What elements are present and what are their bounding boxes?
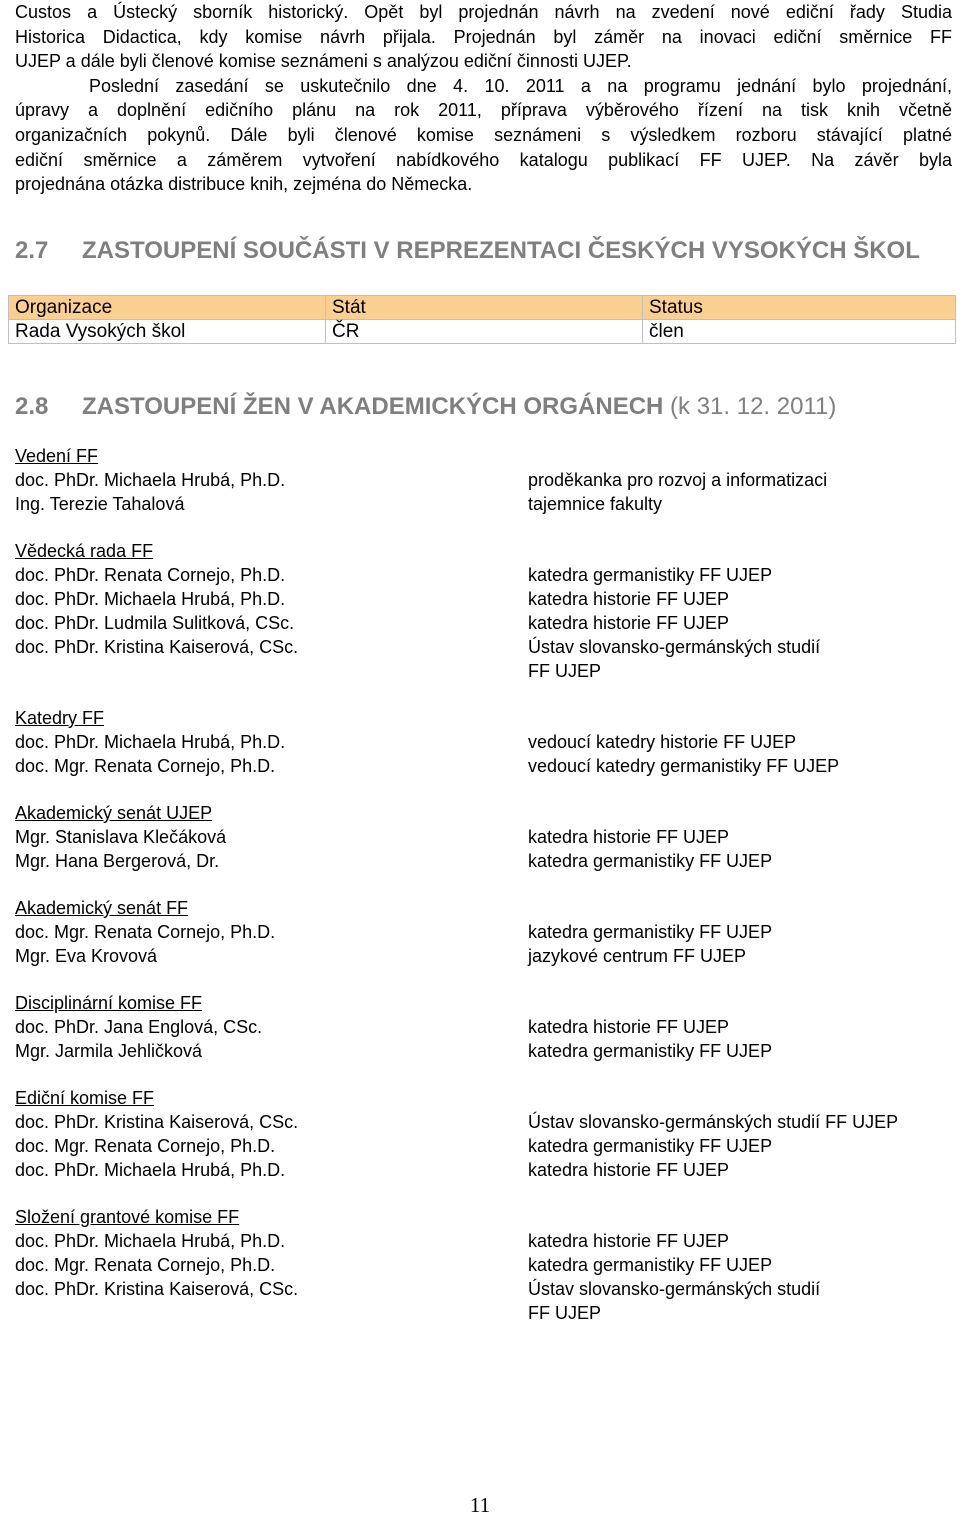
group-title: Katedry FF [15, 708, 105, 728]
member-name: doc. Mgr. Renata Cornejo, Ph.D. [15, 1255, 276, 1275]
member-name: Ing. Terezie Tahalová [15, 494, 185, 514]
intro-paragraph [15, 0, 952, 197]
section-title: ZASTOUPENÍ SOUČÁSTI V REPREZENTACI ČESKÝCH VYSOKÝCH ŠKOL [82, 237, 920, 264]
section-number: 2.7 [15, 237, 49, 264]
group-vedecka-rada-ff [15, 539, 952, 683]
member-role-continued: FF UJEP [528, 1303, 602, 1323]
column-header-status: Status [643, 296, 956, 320]
member-role: katedra germanistiky FF UJEP [528, 1136, 773, 1156]
group-title: Ediční komise FF [15, 1088, 155, 1108]
text-line: organizačních pokynů. Dále byli členové komise seznámeni s výsledkem rozboru stávající platné [15, 124, 952, 145]
section-2-8-heading [15, 393, 836, 421]
member-role: proděkanka pro rozvoj a informatizaci [528, 470, 828, 490]
table-row [9, 320, 956, 344]
member-row [15, 468, 952, 492]
member-row [15, 1158, 952, 1182]
member-role: katedra historie FF UJEP [528, 827, 730, 847]
member-name: doc. PhDr. Michaela Hrubá, Ph.D. [15, 470, 286, 490]
member-role-continued: FF UJEP [528, 661, 602, 681]
text-line: úpravy a doplnění edičního plánu na rok 2011, příprava výběrového řízení na tisk knih včetně [15, 100, 952, 121]
member-row [15, 944, 952, 968]
member-row [15, 1134, 952, 1158]
member-row [15, 1253, 952, 1277]
member-role: vedoucí katedry germanistiky FF UJEP [528, 756, 840, 776]
text-line: Historica Didactica, kdy komise návrh přijala. Projednán byl záměr na inovaci ediční směrnice FF [15, 26, 952, 47]
group-title: Vedení FF [15, 446, 99, 466]
member-name: doc. PhDr. Renata Cornejo, Ph.D. [15, 565, 286, 585]
member-name: doc. PhDr. Michaela Hrubá, Ph.D. [15, 1160, 286, 1180]
page-number: 11 [469, 1493, 491, 1517]
section-number: 2.8 [15, 393, 49, 420]
member-row-continuation [15, 659, 952, 683]
member-name: doc. Mgr. Renata Cornejo, Ph.D. [15, 1136, 276, 1156]
member-role: Ústav slovansko-germánských studií [528, 637, 821, 657]
member-name: doc. PhDr. Kristina Kaiserová, CSc. [15, 637, 299, 657]
text-line: Poslední zasedání se uskutečnilo dne 4. 10. 2011 a na programu jednání bylo projednání, [89, 75, 952, 96]
table-cell: člen [643, 320, 956, 344]
member-row [15, 1277, 952, 1301]
group-vedeni-ff [15, 444, 952, 516]
member-role: Ústav slovansko-germánských studií [528, 1279, 821, 1299]
member-name: doc. PhDr. Kristina Kaiserová, CSc. [15, 1112, 299, 1132]
member-name: doc. PhDr. Jana Englová, CSc. [15, 1017, 263, 1037]
member-role: Ústav slovansko-germánských studií FF UJEP [528, 1112, 899, 1132]
section-2-7-heading [15, 237, 920, 265]
member-row [15, 1039, 952, 1063]
group-katedry-ff [15, 706, 952, 778]
group-grantova-komise-ff [15, 1205, 952, 1325]
member-role: katedra germanistiky FF UJEP [528, 565, 773, 585]
member-row [15, 730, 952, 754]
member-row-continuation [15, 1301, 952, 1325]
member-role: katedra historie FF UJEP [528, 1017, 730, 1037]
group-title: Vědecká rada FF [15, 541, 154, 561]
member-row [15, 754, 952, 778]
member-name: doc. PhDr. Ludmila Sulitková, CSc. [15, 613, 295, 633]
section-date-note: (k 31. 12. 2011) [670, 393, 837, 420]
group-akademicky-senat-ff [15, 896, 952, 968]
table-cell: ČR [326, 320, 643, 344]
member-role: katedra historie FF UJEP [528, 1231, 730, 1251]
member-row [15, 1110, 952, 1134]
member-role: katedra germanistiky FF UJEP [528, 922, 773, 942]
member-role: katedra germanistiky FF UJEP [528, 1041, 773, 1061]
member-row [15, 849, 952, 873]
member-row [15, 1015, 952, 1039]
member-role: vedoucí katedry historie FF UJEP [528, 732, 797, 752]
group-disciplinarni-komise-ff [15, 991, 952, 1063]
member-row [15, 825, 952, 849]
member-row [15, 563, 952, 587]
section-title: ZASTOUPENÍ ŽEN V AKADEMICKÝCH ORGÁNECH [82, 393, 664, 420]
group-title: Akademický senát UJEP [15, 803, 213, 823]
member-name: doc. Mgr. Renata Cornejo, Ph.D. [15, 922, 276, 942]
group-title: Akademický senát FF [15, 898, 189, 918]
member-row [15, 635, 952, 659]
member-name: Mgr. Hana Bergerová, Dr. [15, 851, 220, 871]
member-name: Mgr. Eva Krovová [15, 946, 158, 966]
group-title: Složení grantové komise FF [15, 1207, 240, 1227]
member-role: tajemnice fakulty [528, 494, 663, 514]
text-line: UJEP a dále byli členové komise seznámeni s analýzou ediční činnosti UJEP. [15, 51, 632, 72]
member-row [15, 920, 952, 944]
representation-table [8, 295, 956, 344]
member-name: doc. PhDr. Michaela Hrubá, Ph.D. [15, 589, 286, 609]
member-name: doc. PhDr. Michaela Hrubá, Ph.D. [15, 1231, 286, 1251]
text-line: ediční směrnice a záměrem vytvoření nabídkového katalogu publikací FF UJEP. Na závěr byla [15, 149, 952, 170]
table-header-row [9, 296, 956, 320]
member-role: katedra historie FF UJEP [528, 1160, 730, 1180]
member-role: jazykové centrum FF UJEP [528, 946, 747, 966]
member-role: katedra germanistiky FF UJEP [528, 1255, 773, 1275]
text-line: projednána otázka distribuce knih, zejména do Německa. [15, 174, 473, 195]
member-row [15, 1229, 952, 1253]
member-name: doc. PhDr. Kristina Kaiserová, CSc. [15, 1279, 299, 1299]
member-name: doc. Mgr. Renata Cornejo, Ph.D. [15, 756, 276, 776]
table-cell: Rada Vysokých škol [9, 320, 326, 344]
text-line: Custos a Ústecký sborník historický. Opět byl projednán návrh na zvedení nové ediční řady Studia [15, 2, 952, 22]
column-header-stat: Stát [326, 296, 643, 320]
member-role: katedra germanistiky FF UJEP [528, 851, 773, 871]
member-row [15, 587, 952, 611]
member-row [15, 492, 952, 516]
group-akademicky-senat-ujep [15, 801, 952, 873]
group-title: Disciplinární komise FF [15, 993, 203, 1013]
member-name: Mgr. Jarmila Jehličková [15, 1041, 203, 1061]
group-edicni-komise-ff [15, 1086, 952, 1182]
member-row [15, 611, 952, 635]
column-header-organizace: Organizace [9, 296, 326, 320]
member-role: katedra historie FF UJEP [528, 589, 730, 609]
member-name: doc. PhDr. Michaela Hrubá, Ph.D. [15, 732, 286, 752]
member-name: Mgr. Stanislava Klečáková [15, 827, 227, 847]
member-role: katedra historie FF UJEP [528, 613, 730, 633]
